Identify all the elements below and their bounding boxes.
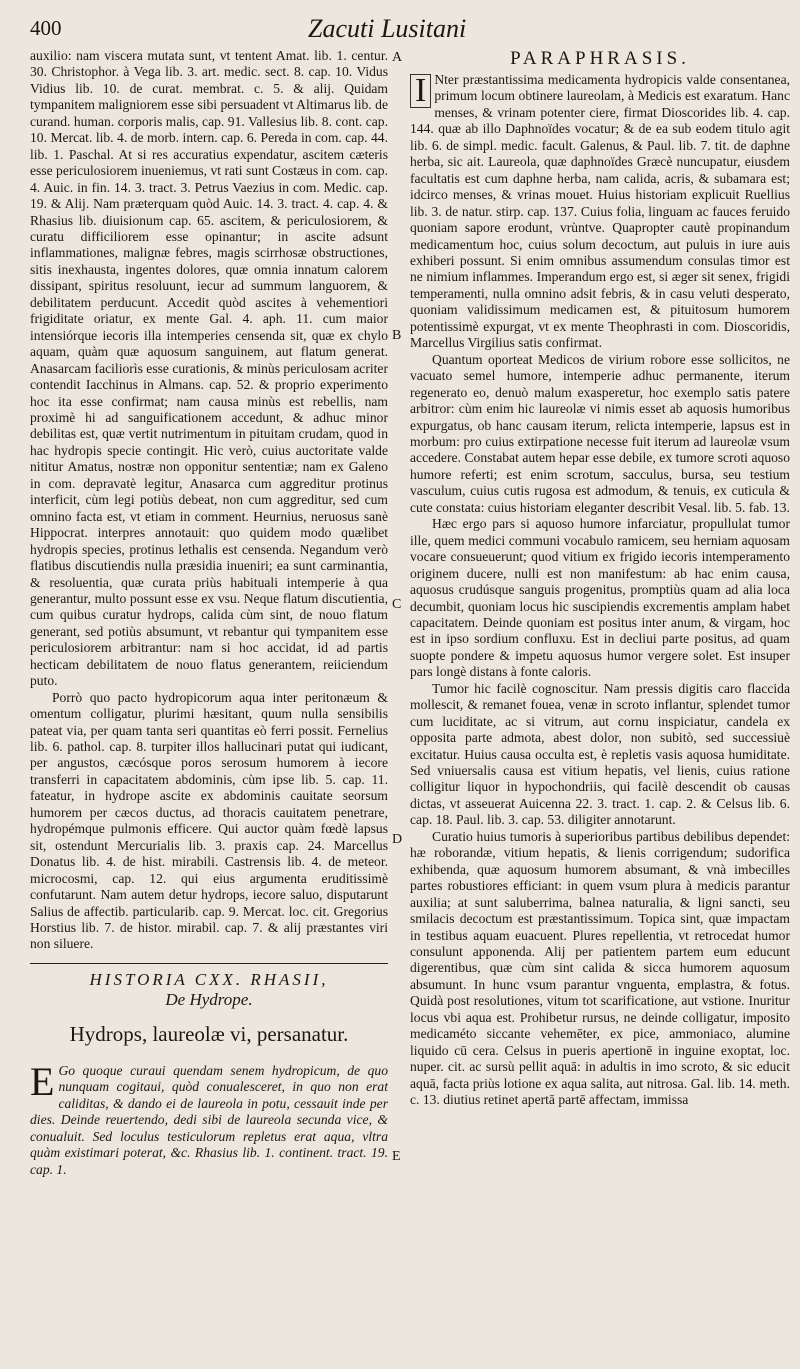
paraphrasis-opening (410, 72, 790, 352)
right-paragraph-4: Tumor hic facilè cognoscitur. Nam pressis digitis caro flaccida mollescit, & remanet fouea, venæ in scroto inflantur, splendet tumor cum luciditate, ac si vitrum, aut cornu inspiciatur, candela ex opposita parte admota, abest dolor, non subitò, sed successiuè excitatur. Huius causa occulta est, è repletis vasis aquosa humiditate. Sed vniuersalis causa est vitium hepatis, vel lienis, cuius ratione colligitur liquor in hypochondriis, qui facilè descendit ob causas dictas, vt asseuerat Auicenna 22. 3. tract. 1. cap. 2. & Celsus lib. 6. cap. 18. Paul. lib. 3. cap. 53. diligiter annotarunt. (410, 680, 790, 828)
right-paragraph-3: Hæc ergo pars si aquoso humore infarciatur, propullulat tumor ille, quem medici communi vocabulo ramicem, seu herniam aquosam vocare consueuerunt; quod vitium ex frigido iecoris intemperamento originem ducere, nulli est non manifestum: ab hac enim causa, aquosus crudúsque sanguis progenitus, promptiùs quam ad alia loca decumbit, quoniam locus hic suscipiendis excrementis amplam habet capacitatem. Deinde quoniam est positus inter anum, & virgam, hoc est in ipso sordium confluxu. Est in decliui parte positus, ad quam suopte pondere & impetu aquosus humor vergere solet. Est insuper pars longè distans à fonte caloris. (410, 516, 790, 680)
historia-subtitle: De Hydrope. (165, 989, 253, 1009)
historia-heading: Hydrops, laureolæ vi, persanatur. (69, 1021, 349, 1046)
page-number: 400 (30, 16, 62, 40)
margin-letter-d: D (392, 832, 403, 847)
left-column (30, 48, 388, 1363)
right-paragraph-2: Quantum oporteat Medicos de virium robore esse sollicitos, ne vacuato semel humore, intemperie adhuc permanente, iterum regenerato eo, denuò malum exasperetur, hoc exemplo satis patere arbitror: cùm enim hic laureolæ vi nimis esset ab aquosis humoribus expurgatus, ob hanc causam iterum, relicta intemperie, lapsus est in morbum: pro cuius extirpatione necesse fuit iterum ad laureolæ vsum accedere. Constabat autem hepar esse debile, ex tumore scroti aquoso humore referti; est enim scrotum, sacculus, bursa, seu testium vasculum, cuius cutis rugosa est admodum, & tenuis, ex cuticula & cute constata: cuius historiam eleganter describit Vesal. lib. 5. fab. 13. (410, 351, 790, 515)
margin-letter-e: E (392, 1149, 401, 1164)
historia-dropcap: E (30, 1058, 55, 1104)
section-rule (30, 963, 388, 964)
paraphrasis-title: PARAPHRASIS. (510, 48, 690, 69)
historia-text (30, 1058, 388, 1178)
margin-letter-a: A (392, 50, 403, 65)
right-column (410, 48, 790, 1363)
right-paragraph-1: Nter præstantissima medicamenta hydropicis valde consentanea, primum locum obtinere laureolam, à Medicis est exaratum. Hanc menses, & vrinam potenter ciere, firmat Dioscorides lib. 4. cap. 144. quæ ab illo Daphnoïdes vocatur; & de ea sub eodem titulo agit lib. 6. de simpl. medic. facult. Galenus, & Paul. lib. 7. tit. de daphne herba, sic ait. Laureola, quæ daphnoïdes Græcè nuncupatur, eiusdem facultatis est cum daphne herba, nam calida, acris, & subamara est; idcirco menses, & vrinas mouet. Huius historiam explicuit Ruellius lib. 3. de natur. stirp. cap. 137. Cuius folia, linguam ac fauces feruido quoniam sapore erodunt, vrùntve. Quapropter cautè propinandum medicamentum hoc, cuius solum decoctum, aut puluis in iure auis exhiberi possunt. Si enim omnibus assumendum consulas timor est ne nimium inflammes. Imperandum ergo est, si æger sit senex, frigidi temperamenti, nulla omnino adsit febris, & in casu veluti desperato, quoniam validissimum medicamen est, & pituitosum humorem potentissimè expurgat, vt ex mente Theophrasti in com. Dioscoridis, Marcellus Virgilius satis confirmat. (410, 72, 790, 351)
historia-title: HISTORIA CXX. RHASII, (89, 969, 329, 989)
left-paragraph-2: Porrò quo pacto hydropicorum aqua inter peritonæum & omentum colligatur, plurimi hæsitant, quum nulla sensibilis pateat via, per quam tanta seri quantitas eò ferri possit. Fernelius lib. 6. pathol. cap. 8. turpiter illos hallucinari putat qui iudicant, per angustos, cæcósque poros serosum humorem à iecore transferri in capacitatem abdominis, cùm ipse lib. 5. cap. 11. fateatur, in hydrope ascite ex abdominis cauitate seorsum humorem per cæcos ductus, ad thoracis cauitatem penetrare, hydropémque pulmonis efficere. Qui auctor quàm fœdè lapsus sit, ostendunt Mercurialis lib. 3. praxis cap. 24. Marcellus Donatus lib. 4. de hist. mirabili. Castrensis lib. 4. de meteor. microcosmi, cap. 12. qui eius argumenta eruditissimè confutarunt. Nam autem detur hydrops, iecore saluo, disputarunt Salius de affectib. particularib. cap. 9. Mercat. loc. cit. Gregorius Horstius lib. 7. de histor. mirabil. cap. 7. & alij præstantes viri non siluere. (30, 689, 388, 952)
margin-letter-c: C (392, 597, 402, 612)
margin-letter-b: B (392, 328, 402, 343)
left-paragraph-1: auxilio: nam viscera mutata sunt, vt tentent Amat. lib. 1. centur. 30. Christophor. à Vega lib. 3. art. medic. sect. 8. cap. 10. Vidus Vidius lib. 10. de curat. membrat. c. 5. & alij. Quidam tympanitem maligniorem esse sibi persuadent vt Altimarus lib. de curand. human. corporis malis, cap. 91. Vallesius lib. 8. cont. cap. 10. Mercat. lib. 4. de morb. intern. cap. 6. Pereda in com. cap. 44. lib. 1. Paschal. At si res accuratius expendatur, ascitem cæteris esse periculosiorem inueniemus, vt rati sunt Costæus in com. cap. 4. Auic. in fin. 14. 3. tract. 3. Petrus Vaezius in com. Medic. cap. 19. & Alij. Nam præterquam quòd Auic. 14. 3. tract. 4. cap. 4. & Rhasius lib. diuisionum cap. 65. ascitem, & periculosiorem, & curatu difficiliorem esse opinantur; in ascite adsunt inflammationes, malignæ febres, magis scirrhosæ obstructiones, sitis inexhausta, ingentes dolores, quæ omnia innatum calorem dissipant, spiritus resoluunt, iecur ad summum languorem, & debilitatem perducunt. Accedit quòd ascites à vehementiori frigiditate oriatur, ex mente Gal. 4. aph. 11. cum maior intensiórque iecoris illa intemperies censenda sit, quæ ex chylo aquam, quàm quæ aquosum sanguinem, aut flatum generat. Anasarcam faciliorìs esse curationis, & minùs periculosam acriter contendit Iacchinus in Almans. cap. 52. & proprio experimento hoc ita esse confirmat; nam causa minùs est rebellis, nam proximè hi ad sanguificationem accedunt, & adhuc minor debilitas est, quæ vertit nutrimentum in pituitam crudam, quod in hac hydropis specie contingit. Hic verò, cuius auctoritate valde nititur Amatus, nostræ non opponitur sententiæ; nam ex Galeno in com. depravatè legitur, Anasarca cum aggreditur protinus interficit, cùm legi potiùs debeat, non cum aggreditur, sed cum omnino facta est, vt etiam in comment. Heurnius, neruosus sanè Hippocrat. interpres annotauit: quo quidem modo quælibet hydropis species, protinus lethalis est censenda. Negandum verò flatibus discutiendis nulla præsidia inueniri; ea sunt carminantia, & resoluentia, quæ curata priùs habituali intemperie à qua generantur, multo possunt esse ex vsu. Neque flatum discutientia, cum quibus curatur hydrops, calida cùm sint, de nouo flatum generant, sed potiùs absumunt, vt rebantur qui tympanitem esse periculosiorem arbitrantur: nam si hoc accidat, id ad partis hecticam debilitatem de nouo flatus generantem, reiiciendum puto. (30, 48, 388, 689)
paraphrasis-dropcap: I (410, 74, 431, 108)
running-head: Zacuti Lusitani (308, 14, 467, 43)
historia-paragraph: Go quoque curaui quendam senem hydropicum, de quo nunquam cogitaui, quòd conualesceret, in quo non erat caliditas, & dando ei de laureola in potu, cessauit inde per dies. Deinde reuertendo, dedi sibi de laureola secunda vice, & conualuit. Sed loculus testiculorum repletus erat aqua, vltra quàm existimari poterat, &c. Rhasius lib. 1. continent. tract. 19. cap. 1. (30, 1062, 388, 1177)
page-header (0, 16, 800, 46)
right-paragraph-5: Curatio huius tumoris à superioribus partibus debilibus dependet: hæ roborandæ, vitium hepatis, & lienis corrigendum; sudorifica exhibenda, quæ aquosum humorem absumant, & vnà imbecilles partes robustiores efficiant: in quem vsum plura à medicis parantur auxilia; at sunt saluberrima, balnea naturalia, & ligni sancti, seu smilacis decoctum est præstantissimum. Topica sint, quæ impactam in testibus aquam euacuent. Plures repellentia, vt retrocedat humor consulunt apponenda. Alij per patientem partem eum educunt digerentibus, quæ cùm sint calida & sicca humorem aquosum absumunt. In hunc vsum parantur vnguenta, emplastra, & fotus. Quidà post resolutiones, vitum tot scarificatione, aut vstione. Inuritur locus vbi aqua est. Prohibetur rursus, ne deinde colligatur, imposito medicaméto siccante vehemēter, ex pice, ammoniaco, alumine liquido cū cera. Celsus in pueris apertionē in inguine exoptat, loc. nuper. cit. ac sursù pellit aquā: in adultis in imo scroto, & sic educit aquā, facta priùs lotione ex aqua salita, aut nitrosa. Gal. lib. 14. meth. c. 13. diutius retinet apertā partē affectam, immissa (410, 828, 790, 1108)
